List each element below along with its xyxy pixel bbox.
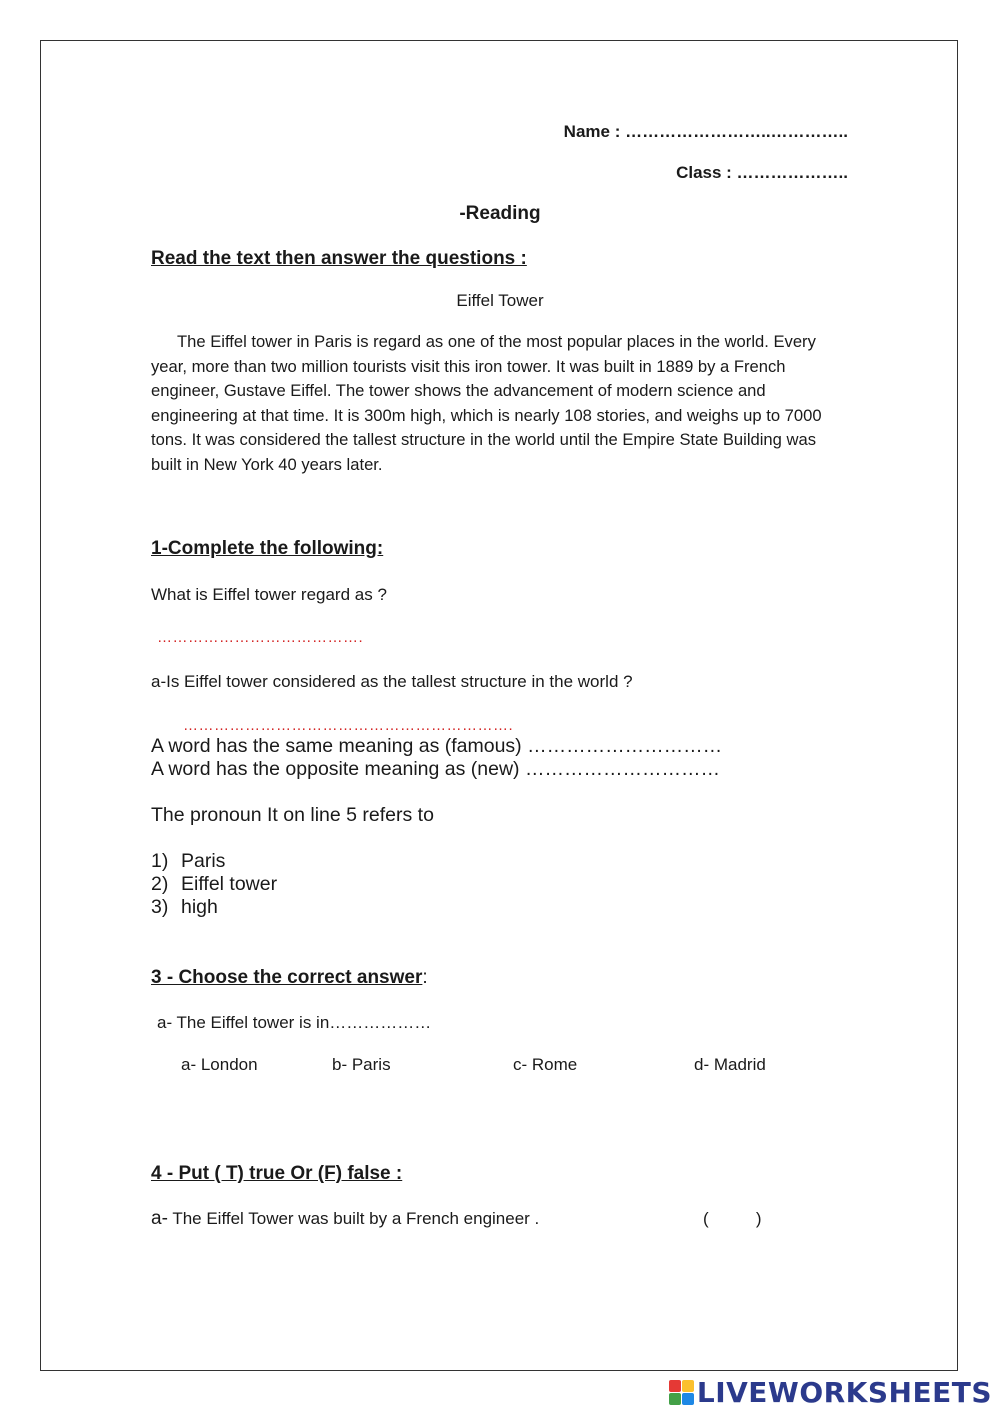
passage-title: Eiffel Tower <box>456 291 544 310</box>
synonym-question[interactable]: A word has the same meaning as (famous) ………………………… <box>151 735 723 757</box>
pronoun-options <box>151 850 277 919</box>
section4-heading: 4 - Put ( T) true Or (F) false : <box>151 1163 403 1184</box>
antonym-question[interactable]: A word has the opposite meaning as (new) ………………………… <box>151 758 720 780</box>
instruction: Read the text then answer the questions : <box>151 248 527 269</box>
brand-name: LIVEWORKSHEETS <box>696 1376 992 1409</box>
section-title: -Reading <box>459 203 541 224</box>
answer-field-regard[interactable]: …………………………………. <box>157 629 364 646</box>
name-label: Name : <box>563 122 621 141</box>
section3-heading: 3 - Choose the correct answer: <box>151 967 428 988</box>
pronoun-question: The pronoun It on line 5 refers to <box>151 804 434 826</box>
passage <box>151 330 851 478</box>
class-field[interactable] <box>676 163 848 183</box>
choose-question: a- The Eiffel tower is in……………… <box>157 1013 432 1032</box>
class-label: Class : <box>676 163 732 182</box>
choice-london[interactable]: a- London <box>181 1055 258 1074</box>
class-dots: ……………….. <box>736 163 848 182</box>
option-item[interactable]: 1) Paris <box>151 850 226 872</box>
name-field[interactable] <box>564 122 848 142</box>
section1-heading: 1-Complete the following: <box>151 538 384 559</box>
true-false-statement: a- The Eiffel Tower was built by a French engineer . <box>151 1208 540 1229</box>
answer-field-tallest[interactable]: ………………………………………………………. <box>183 717 514 734</box>
choice-madrid[interactable]: d- Madrid <box>694 1055 766 1074</box>
liveworksheets-logo-icon <box>669 1380 694 1405</box>
liveworksheets-logo <box>669 1376 992 1409</box>
true-false-answer-box[interactable]: ( ) <box>703 1209 762 1228</box>
choice-paris[interactable]: b- Paris <box>332 1055 391 1074</box>
question-regard: What is Eiffel tower regard as ? <box>151 585 387 604</box>
choice-rome[interactable]: c- Rome <box>513 1055 578 1074</box>
question-tallest: a-Is Eiffel tower considered as the tallest structure in the world ? <box>151 672 633 691</box>
passage-text: The Eiffel tower in Paris is regard as one of the most popular places in the world. Every year, more than two million tourists visit this iron tower. It was built in 1889 by a French engineer, Gustave Eiffel. The tower shows the advancement of modern science and engineering at that time. It is 300m high, which is nearly 108 stories, and weighs up to 7000 tons. It was considered the tallest structure in the world until the Empire State Building was built in New York 40 years later. <box>151 332 822 474</box>
option-item[interactable]: 3) high <box>151 896 218 918</box>
option-item[interactable]: 2) Eiffel tower <box>151 873 278 895</box>
name-dots: ……………………..………….. <box>625 122 848 141</box>
